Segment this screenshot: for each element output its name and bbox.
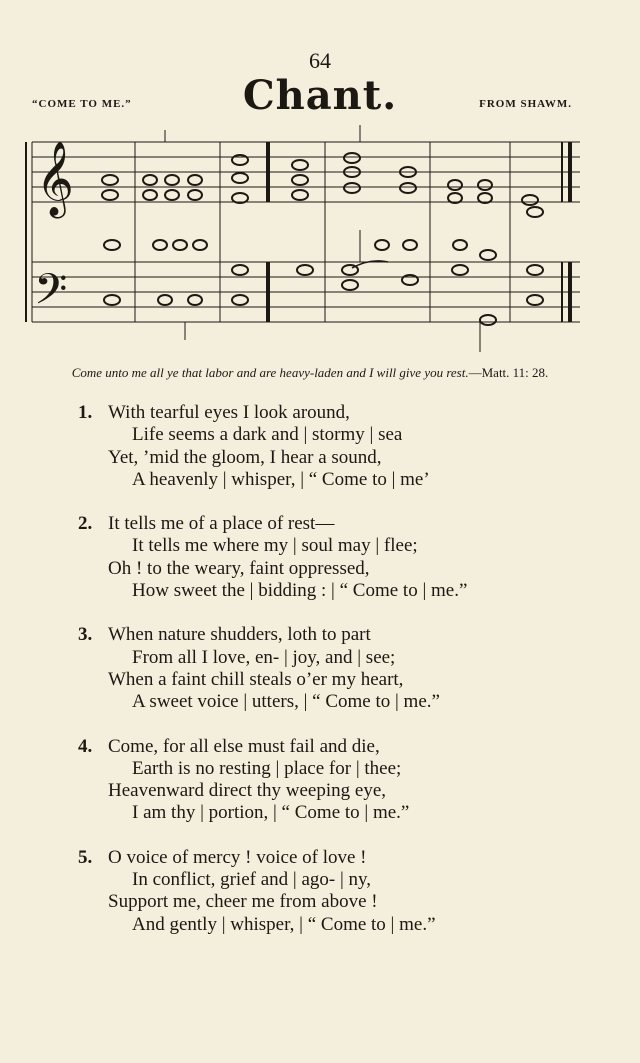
verse-line: Support me, cheer me from above ! (108, 891, 378, 913)
verse-line: A sweet voice | utters, | “ Come to | me.” (132, 691, 440, 713)
verse-line: Oh ! to the weary, faint oppressed, (108, 557, 370, 579)
verse-line-text: When nature shudders, loth to part (108, 624, 371, 646)
verse-line: A heavenly | whisper, | “ Come to | me’ (132, 468, 430, 490)
verse-line: Earth is no resting | place for | thee; (132, 757, 402, 779)
svg-text:𝄢: 𝄢 (34, 265, 68, 325)
hymn-title: Chant. (242, 72, 398, 119)
scripture-text: Come unto me all ye that labor and are heavy-laden and I will give you rest. (71, 365, 469, 380)
verse-line-text: O voice of mercy ! voice of love ! (108, 846, 367, 868)
verse-line: How sweet the | bidding : | “ Come to | me.” (132, 580, 468, 602)
verse-line (78, 402, 598, 424)
verse-line (78, 847, 598, 869)
verse (78, 513, 598, 602)
scripture-quote (50, 365, 570, 381)
verse-number: 3. (78, 624, 93, 646)
verse-line: Yet, ’mid the gloom, I hear a sound, (108, 446, 382, 468)
verse-line-text: With tearful eyes I look around, (108, 402, 350, 423)
verse (78, 736, 598, 825)
verse-line: It tells me where my | soul may | flee; (132, 535, 418, 557)
verse-line-text: Come, for all else must fail and die, (108, 735, 380, 757)
music-score (0, 110, 640, 360)
verse-number: 2. (78, 513, 93, 535)
verse-line (78, 624, 598, 646)
verse-number: 5. (78, 846, 93, 868)
page-number: 64 (309, 48, 331, 73)
verse-line-text: It tells me of a place of rest— (108, 513, 335, 535)
svg-text:𝄞: 𝄞 (36, 142, 74, 216)
verse-number: 1. (78, 402, 93, 423)
scripture-reference: —Matt. 11: 28. (468, 365, 549, 380)
verse (78, 847, 598, 936)
verse-line: From all I love, en- | joy, and | see; (132, 646, 396, 668)
verse-line: And gently | whisper, | “ Come to | me.” (132, 913, 436, 935)
hymn-source: FROM SHAWM. (479, 98, 572, 110)
verse (78, 402, 598, 491)
verse-line: When a faint chill steals o’er my heart, (108, 668, 404, 690)
verse-line: I am thy | portion, | “ Come to | me.” (132, 802, 410, 824)
hymn-verses (78, 402, 598, 958)
verse-line: Life seems a dark and | stormy | sea (132, 424, 403, 446)
verse-line (78, 736, 598, 758)
verse-line (78, 513, 598, 535)
verse-number: 4. (78, 735, 93, 757)
verse-line: In conflict, grief and | ago- | ny, (132, 869, 372, 891)
verse-line: Heavenward direct thy weeping eye, (108, 780, 387, 802)
verse (78, 624, 598, 713)
hymn-subtitle: “COME TO ME.” (32, 98, 132, 110)
